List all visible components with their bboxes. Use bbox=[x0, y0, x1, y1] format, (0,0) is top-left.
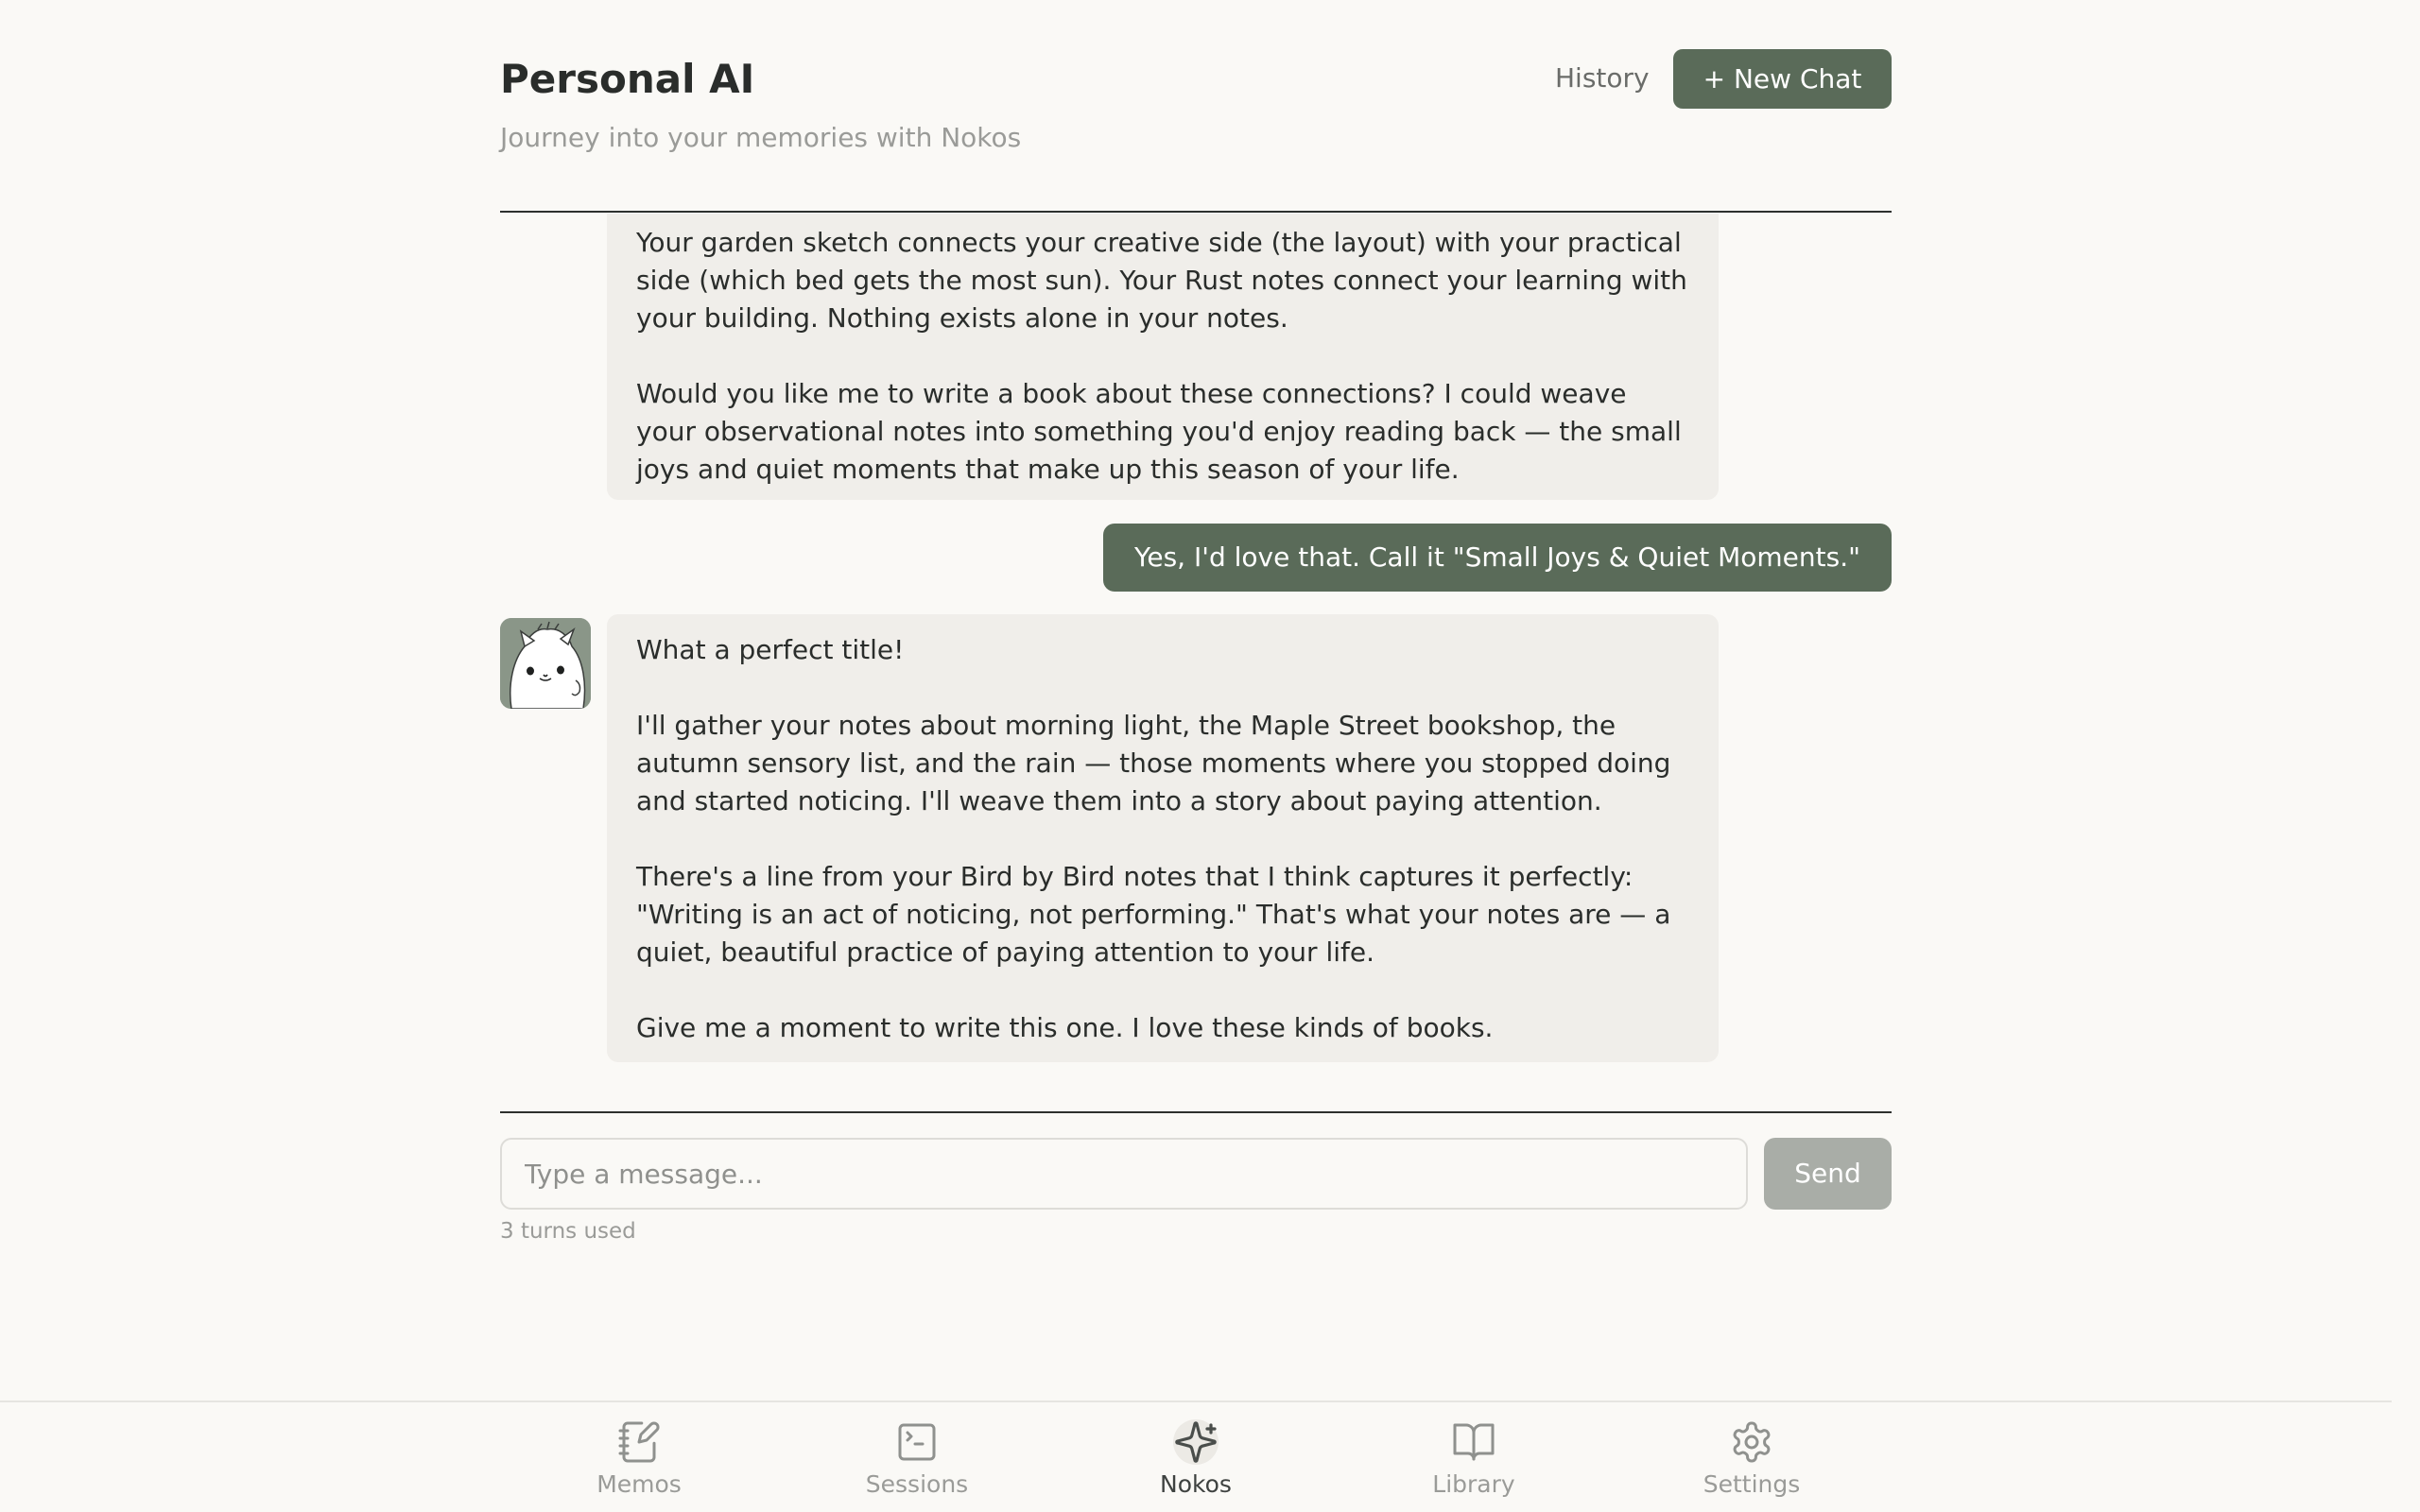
sparkles-icon bbox=[1173, 1419, 1219, 1465]
gear-icon bbox=[1729, 1419, 1774, 1465]
notebook-pen-icon bbox=[616, 1419, 662, 1465]
message-paragraph: There's a line from your Bird by Bird notes that I think captures it perfectly: "Writing is an act of noticing, not performing." That's what your notes are — a quiet, beautiful practice of paying attention to your life. bbox=[636, 861, 1671, 968]
composer-divider bbox=[500, 1111, 1892, 1113]
nav-label: Settings bbox=[1703, 1470, 1801, 1498]
terminal-square-icon bbox=[894, 1419, 940, 1465]
cat-avatar-icon bbox=[500, 618, 591, 709]
nav-label: Sessions bbox=[865, 1470, 969, 1498]
assistant-message bbox=[607, 614, 1719, 1062]
page-subtitle: Journey into your memories with Nokos bbox=[500, 122, 1022, 153]
message-paragraph: Give me a moment to write this one. I love these kinds of books. bbox=[636, 1012, 1494, 1043]
open-book-icon bbox=[1451, 1419, 1496, 1465]
nokos-avatar bbox=[500, 618, 591, 709]
nav-item-memos[interactable] bbox=[544, 1402, 734, 1512]
header-divider bbox=[500, 211, 1892, 213]
nav-label: Memos bbox=[596, 1470, 682, 1498]
bottom-nav bbox=[0, 1400, 2392, 1512]
new-chat-button[interactable]: + New Chat bbox=[1673, 49, 1892, 109]
nav-item-settings[interactable] bbox=[1657, 1402, 1846, 1512]
page-header bbox=[500, 0, 1892, 212]
send-button[interactable]: Send bbox=[1764, 1138, 1892, 1210]
turns-counter: 3 turns used bbox=[500, 1219, 636, 1244]
history-button[interactable]: History bbox=[1540, 49, 1665, 108]
page-title: Personal AI bbox=[500, 56, 755, 102]
user-message: Yes, I'd love that. Call it "Small Joys & Quiet Moments." bbox=[1103, 524, 1892, 592]
assistant-message bbox=[607, 214, 1719, 500]
nav-label: Nokos bbox=[1160, 1470, 1232, 1498]
message-paragraph: I'll gather your notes about morning light, the Maple Street bookshop, the autumn sensory list, and the rain — those moments where you stopped doing and started noticing. I'll weave them into a story about paying attention. bbox=[636, 710, 1671, 816]
message-paragraph: Would you like me to write a book about these connections? I could weave your observational notes into something you'd enjoy reading back — the small joys and quiet moments that make up this season of your life. bbox=[636, 378, 1682, 485]
message-list[interactable] bbox=[500, 214, 1892, 1111]
nav-label: Library bbox=[1432, 1470, 1515, 1498]
message-paragraph: What a perfect title! bbox=[636, 634, 905, 665]
message-paragraph: Your garden sketch connects your creative side (the layout) with your practical side (which bed gets the most sun). Your Rust notes connect your learning with your building. Nothing exists alone in your notes. bbox=[636, 227, 1687, 334]
nav-item-library[interactable] bbox=[1379, 1402, 1568, 1512]
composer bbox=[500, 1138, 1892, 1210]
nav-item-sessions[interactable] bbox=[822, 1402, 1011, 1512]
nav-item-nokos[interactable] bbox=[1101, 1402, 1290, 1512]
message-input[interactable] bbox=[500, 1138, 1748, 1210]
